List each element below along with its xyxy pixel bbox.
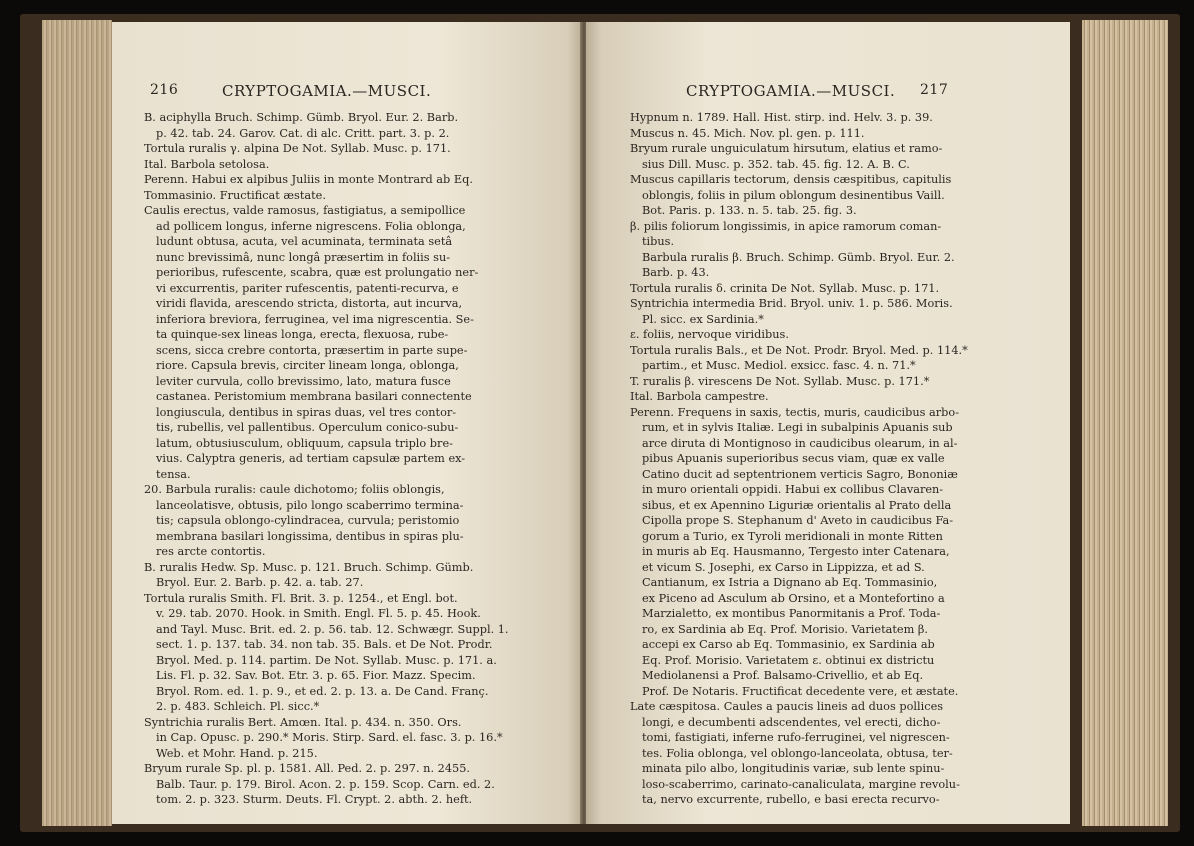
text-line: Perenn. Frequens in saxis, tectis, muris, caudicibus arbo- xyxy=(630,405,960,419)
text-line: 2. p. 483. Schleich. Pl. sicc.* xyxy=(156,700,320,713)
text-line: Mediolanensi a Prof. Balsamo-Crivellio, et ab Eq. xyxy=(642,669,924,682)
open-book xyxy=(20,14,1180,832)
text-line: Tortula ruralis Smith. Fl. Brit. 3. p. 1254., et Engl. bot. xyxy=(144,591,458,605)
right-running-title: CRYPTOGAMIA.—MUSCI. xyxy=(686,82,896,100)
text-line: Tortula ruralis γ. alpina De Not. Syllab. Musc. p. 171. xyxy=(144,142,451,155)
text-line: Web. et Mohr. Hand. p. 215. xyxy=(156,746,318,760)
text-line: ε. foliis, nervoque viridibus. xyxy=(630,328,789,341)
text-line: Syntrichia intermedia Brid. Bryol. univ. 1. p. 586. Moris. xyxy=(630,297,953,310)
left-page-edges xyxy=(42,20,112,826)
text-line: B. ruralis Hedw. Sp. Musc. p. 121. Bruch. Schimp. Gümb. xyxy=(144,560,474,574)
text-line: Muscus n. 45. Mich. Nov. pl. gen. p. 111. xyxy=(630,126,865,140)
text-line: Hypnum n. 1789. Hall. Hist. stirp. ind. Helv. 3. p. 39. xyxy=(630,111,933,124)
text-line: et vicum S. Josephi, ex Carso in Lippizza, et ad S. xyxy=(642,560,925,574)
text-line: castanea. Peristomium membrana basilari connectente xyxy=(156,390,472,403)
left-page-number: 216 xyxy=(150,82,179,98)
text-line: p. 42. tab. 24. Garov. Cat. di alc. Critt. part. 3. p. 2. xyxy=(156,126,450,140)
text-line: gorum a Turio, ex Tyroli meridionali in monte Ritten xyxy=(642,529,943,543)
text-line: membrana basilari longissima, dentibus in spiras plu- xyxy=(156,529,464,543)
text-line: tensa. xyxy=(156,467,191,481)
text-line: vi excurrentis, pariter rufescentis, patenti-recurva, e xyxy=(156,281,459,295)
text-line: Prof. De Notaris. Fructificat decedente vere, et æstate. xyxy=(642,684,959,698)
text-line: sect. 1. p. 137. tab. 34. non tab. 35. Bals. et De Not. Prodr. xyxy=(156,638,493,651)
text-line: pibus Apuanis superioribus secus viam, quæ ex valle xyxy=(642,452,945,465)
text-line: tibus. xyxy=(642,235,675,248)
text-line: longiuscula, dentibus in spiras duas, vel tres contor- xyxy=(156,405,457,419)
text-line: sibus, et ex Apennino Liguriæ orientalis al Prato della xyxy=(642,498,952,512)
text-line: tes. Folia oblonga, vel oblongo-lanceolata, obtusa, ter- xyxy=(642,746,953,760)
text-line: B. aciphylla Bruch. Schimp. Gümb. Bryol. Eur. 2. Barb. xyxy=(144,111,459,124)
text-line: Pl. sicc. ex Sardinia.* xyxy=(642,312,764,326)
text-line: viridi flavida, arescendo stricta, distorta, aut incurva, xyxy=(156,297,463,310)
text-line: rum, et in sylvis Italiæ. Legi in subalpinis Apuanis sub xyxy=(642,421,953,434)
text-line: in Cap. Opusc. p. 290.* Moris. Stirp. Sard. el. fasc. 3. p. 16.* xyxy=(156,731,503,744)
text-line: scens, sicca crebre contorta, præsertim in parte supe- xyxy=(156,343,468,357)
text-line: riore. Capsula brevis, circiter lineam longa, oblonga, xyxy=(156,359,459,372)
text-line: and Tayl. Musc. Brit. ed. 2. p. 56. tab. 12. Schwægr. Suppl. 1. xyxy=(156,622,509,636)
text-line: Barb. p. 43. xyxy=(642,266,710,279)
text-line: perioribus, rufescente, scabra, quæ est prolungatio ner- xyxy=(156,266,479,279)
text-line: Bryum rurale Sp. pl. p. 1581. All. Ped. 2. p. 297. n. 2455. xyxy=(144,762,470,775)
text-line: Perenn. Habui ex alpibus Juliis in monte Montrard ab Eq. xyxy=(144,173,473,186)
text-line: Bryol. Eur. 2. Barb. p. 42. a. tab. 27. xyxy=(156,576,364,589)
text-line: tom. 2. p. 323. Sturm. Deuts. Fl. Crypt. 2. abth. 2. heft. xyxy=(156,793,473,806)
text-line: Marzialetto, ex montibus Panormitanis a Prof. Toda- xyxy=(642,607,941,620)
text-line: vius. Calyptra generis, ad tertiam capsulæ partem ex- xyxy=(156,452,466,465)
text-line: T. ruralis β. virescens De Not. Syllab. Musc. p. 171.* xyxy=(630,374,930,388)
text-line: Caulis erectus, valde ramosus, fastigiatus, a semipollice xyxy=(144,204,466,217)
text-line: inferiora breviora, ferruginea, vel ima nigrescentia. Se- xyxy=(156,312,474,326)
text-line: Catino ducit ad septentrionem verticis Sagro, Bononiæ xyxy=(642,467,958,481)
text-line: Bryol. Med. p. 114. partim. De Not. Syllab. Musc. p. 171. a. xyxy=(156,653,497,667)
right-page-text xyxy=(630,110,1040,808)
text-line: 20. Barbula ruralis: caule dichotomo; foliis oblongis, xyxy=(144,483,445,496)
text-line: ludunt obtusa, acuta, vel acuminata, terminata setâ xyxy=(156,235,453,248)
text-line: nunc brevissimâ, nunc longâ præsertim in foliis su- xyxy=(156,250,451,264)
text-line: in muris ab Eq. Hausmanno, Tergesto inter Catenara, xyxy=(642,545,950,558)
text-line: Eq. Prof. Morisio. Varietatem ε. obtinui ex districtu xyxy=(642,653,935,667)
text-line: Syntrichia ruralis Bert. Amœn. Ital. p. 434. n. 350. Ors. xyxy=(144,715,462,729)
text-line: ta, nervo excurrente, rubello, e basi erecta recurvo- xyxy=(642,793,940,806)
text-line: tis, rubellis, vel pallentibus. Operculum conico-subu- xyxy=(156,421,459,434)
right-page-number: 217 xyxy=(920,82,949,98)
text-line: Bryol. Rom. ed. 1. p. 9., et ed. 2. p. 13. a. De Cand. Franç. xyxy=(156,684,489,698)
left-page xyxy=(112,22,582,824)
text-line: tomi, fastigiati, inferne rufo-ferruginei, vel nigrescen- xyxy=(642,731,950,744)
text-line: accepi ex Carso ab Eq. Tommasinio, ex Sardinia ab xyxy=(642,638,935,651)
text-line: ad pollicem longus, inferne nigrescens. Folia oblonga, xyxy=(156,219,466,233)
right-page xyxy=(586,22,1070,824)
text-line: ex Piceno ad Asculum ab Orsino, et a Montefortino a xyxy=(642,591,945,605)
right-page-edges xyxy=(1082,20,1168,826)
text-line: arce diruta di Montignoso in caudicibus olearum, in al- xyxy=(642,436,958,450)
text-line: Tommasinio. Fructificat æstate. xyxy=(144,188,326,202)
text-line: minata pilo albo, longitudinis variæ, sub lente spinu- xyxy=(642,762,945,775)
text-line: Cantianum, ex Istria a Dignano ab Eq. Tommasinio, xyxy=(642,576,938,589)
text-line: loso-scaberrimo, carinato-canaliculata, margine revolu- xyxy=(642,777,960,791)
text-line: ta quinque-sex lineas longa, erecta, flexuosa, rube- xyxy=(156,328,449,341)
text-line: β. pilis foliorum longissimis, in apice ramorum coman- xyxy=(630,219,942,233)
text-line: v. 29. tab. 2070. Hook. in Smith. Engl. Fl. 5. p. 45. Hook. xyxy=(156,607,481,620)
text-line: Tortula ruralis δ. crinita De Not. Syllab. Musc. p. 171. xyxy=(630,281,940,295)
text-line: Late cæspitosa. Caules a paucis lineis ad duos pollices xyxy=(630,700,944,713)
text-line: leviter curvula, collo brevissimo, lato, matura fusce xyxy=(156,374,451,388)
text-line: Ital. Barbola setolosa. xyxy=(144,157,270,171)
text-line: tis; capsula oblongo-cylindracea, curvula; peristomio xyxy=(156,514,460,527)
text-line: sius Dill. Musc. p. 352. tab. 45. fig. 12. A. B. C. xyxy=(642,157,910,171)
text-line: oblongis, foliis in pilum oblongum desinentibus Vaill. xyxy=(642,188,945,202)
left-page-text xyxy=(144,110,574,808)
text-line: Muscus capillaris tectorum, densis cæspitibus, capitulis xyxy=(630,173,952,186)
text-line: lanceolatisve, obtusis, pilo longo scaberrimo termina- xyxy=(156,498,464,512)
text-line: Cipolla prope S. Stephanum d' Aveto in caudicibus Fa- xyxy=(642,514,954,527)
text-line: Bryum rurale unguiculatum hirsutum, elatius et ramo- xyxy=(630,142,943,155)
text-line: latum, obtusiusculum, obliquum, capsula triplo bre- xyxy=(156,436,453,450)
text-line: Balb. Taur. p. 179. Birol. Acon. 2. p. 159. Scop. Carn. ed. 2. xyxy=(156,777,495,791)
text-line: Lis. Fl. p. 32. Sav. Bot. Etr. 3. p. 65. Fior. Mazz. Specim. xyxy=(156,669,476,682)
text-line: Bot. Paris. p. 133. n. 5. tab. 25. fig. 3. xyxy=(642,204,857,217)
text-line: partim., et Musc. Mediol. exsicc. fasc. 4. n. 71.* xyxy=(642,359,916,372)
text-line: longi, e decumbenti adscendentes, vel erecti, dicho- xyxy=(642,715,941,729)
text-line: ro, ex Sardinia ab Eq. Prof. Morisio. Varietatem β. xyxy=(642,622,929,636)
text-line: Ital. Barbola campestre. xyxy=(630,390,769,403)
text-line: Tortula ruralis Bals., et De Not. Prodr. Bryol. Med. p. 114.* xyxy=(630,343,968,357)
left-running-title: CRYPTOGAMIA.—MUSCI. xyxy=(222,82,432,100)
text-line: in muro orientali oppidi. Habui ex collibus Clavaren- xyxy=(642,483,944,496)
text-line: res arcte contortis. xyxy=(156,545,266,558)
text-line: Barbula ruralis β. Bruch. Schimp. Gümb. Bryol. Eur. 2. xyxy=(642,250,955,264)
